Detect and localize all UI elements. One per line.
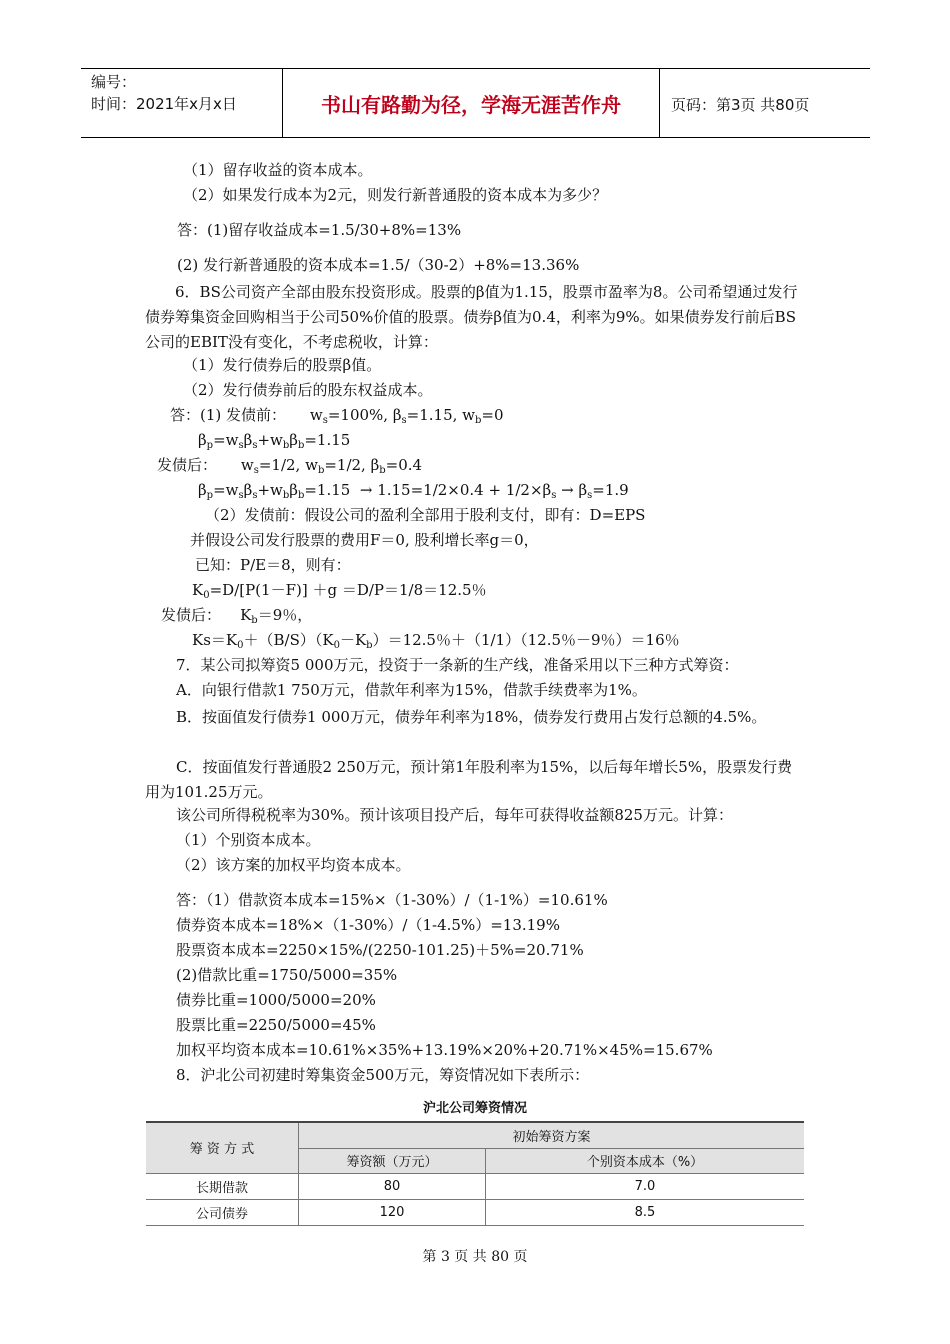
- group-header: 初始筹资方案: [299, 1122, 805, 1148]
- text-line: (2) 发行新普通股的资本成本=1.5/（30-2）+8%=13.36%: [177, 256, 580, 274]
- question-6: 6．BS公司资产全部由股东投资形成。股票的β值为1.15，股票市盈率为8。公司希望通过发行债券筹集资金回购相当于公司50%价值的股票。债券β值为0.4，利率为9%。如果债券发行前后BS公司的EBIT没有变化，不考虑税收，计算：: [145, 283, 798, 351]
- formula-line: 答：(1) 发债前： $w_s=100\%$, $\beta_s=1.15$, $w_b=0$: [170, 406, 504, 426]
- header-meta: [81, 69, 283, 137]
- cell-cost: 8.5: [486, 1199, 805, 1225]
- col-amount-header: 筹资额（万元）: [299, 1148, 486, 1173]
- text-line: 债券资本成本=18%×（1-30%）/（1-4.5%）=13.19%: [176, 916, 560, 934]
- text-line: 答：（1）借款资本成本=15%×（1-30%）/（1-1%）=10.61%: [176, 891, 608, 909]
- cell-method: 长期借款: [146, 1173, 299, 1199]
- formula-line: 发债后： $w_s=1/2$, $w_b=1/2$, $\beta_b=0.4$: [157, 456, 423, 476]
- text-line: A．向银行借款1 750万元，借款年利率为15%，借款手续费率为1%。: [176, 681, 647, 699]
- header-motto: 书山有路勤为径，学海无涯苦作舟: [283, 69, 660, 137]
- page-header: [81, 68, 870, 138]
- cell-cost: 7.0: [486, 1173, 805, 1199]
- text-line: （1）留存收益的资本成本。: [183, 161, 373, 179]
- time-label: 时间：2021年x月x日: [91, 95, 237, 113]
- table-row: [146, 1199, 804, 1225]
- text-line: （2）如果发行成本为2元，则发行新普通股的资本成本为多少？: [183, 186, 608, 204]
- formula-line: $\beta_p=w_s\beta_s+w_b\beta_b=1.15 \to 1.15=1/2\times 0.4 + 1/2\times\beta_s \to \beta_s=1.9$: [198, 481, 629, 501]
- formula-line: $\beta_p=w_s\beta_s+w_b\beta_b=1.15$: [198, 431, 351, 451]
- text-line: （1）个别资本成本。: [176, 831, 321, 849]
- text-line: 股票资本成本=2250×15%/(2250-101.25)＋5%=20.71%: [176, 941, 584, 959]
- text-line: （2）发行债券前后的股东权益成本。: [183, 381, 433, 399]
- cell-amount: 120: [299, 1199, 486, 1225]
- text-line: 债券比重=1000/5000=20%: [176, 991, 376, 1009]
- text-line: 并假设公司发行股票的费用F＝0, 股利增长率g＝0，: [190, 531, 539, 549]
- text-line: 答：(1)留存收益成本=1.5/30+8%=13%: [177, 221, 462, 239]
- formula-line: $Ks=K_0+(B/S)(K_0-K_b)=12.5$％＋（1/1）（12.5％－9％）＝16％: [192, 631, 680, 651]
- text-line: (2)借款比重=1750/5000=35%: [176, 966, 398, 984]
- text-line: B．按面值发行债券1 000万元，债券年利率为18%，债券发行费用占发行总额的4.5%。: [176, 708, 767, 726]
- col-method-header: 筹 资 方 式: [146, 1122, 299, 1173]
- cell-amount: 80: [299, 1173, 486, 1199]
- formula-line: 发债后： $K_b=9$％，: [161, 606, 313, 626]
- text-line: 已知：P/E＝8，则有：: [195, 556, 351, 574]
- formula-line: $K_0=D/[P(1-F)] +g =D/P=1/8=12.5$％: [192, 581, 487, 601]
- text-line: （2）发债前：假设公司的盈利全部用于股利支付，即有：D=EPS: [205, 506, 646, 524]
- cell-method: 公司债券: [146, 1199, 299, 1225]
- col-cost-header: 个别资本成本（%）: [486, 1148, 805, 1173]
- text-line: 加权平均资本成本=10.61%×35%+13.19%×20%+20.71%×45%=15.67%: [176, 1041, 713, 1059]
- table-caption: 沪北公司筹资情况: [422, 1101, 527, 1116]
- text-line: （1）发行债券后的股票β值。: [183, 356, 382, 374]
- question-8: 8．沪北公司初建时筹集资金500万元，筹资情况如下表所示：: [176, 1066, 590, 1084]
- funding-table: [146, 1121, 804, 1226]
- header-page-info: 页码：第3页 共80页: [671, 96, 810, 114]
- table-row: [146, 1173, 804, 1199]
- question-7: 7．某公司拟筹资5 000万元，投资于一条新的生产线，准备采用以下三种方式筹资：: [176, 656, 739, 674]
- page-footer: 第 3 页 共 80 页: [422, 1249, 528, 1265]
- text-line: 股票比重=2250/5000=45%: [176, 1016, 376, 1034]
- text-line: C．按面值发行普通股2 250万元，预计第1年股利率为15%，以后每年增长5%，股票发行费用为101.25万元。: [145, 758, 793, 801]
- text-line: （2）该方案的加权平均资本成本。: [176, 856, 411, 874]
- number-label: 编号：: [91, 73, 137, 91]
- text-line: 该公司所得税税率为30%。预计该项目投产后，每年可获得收益额825万元。计算：: [176, 806, 733, 824]
